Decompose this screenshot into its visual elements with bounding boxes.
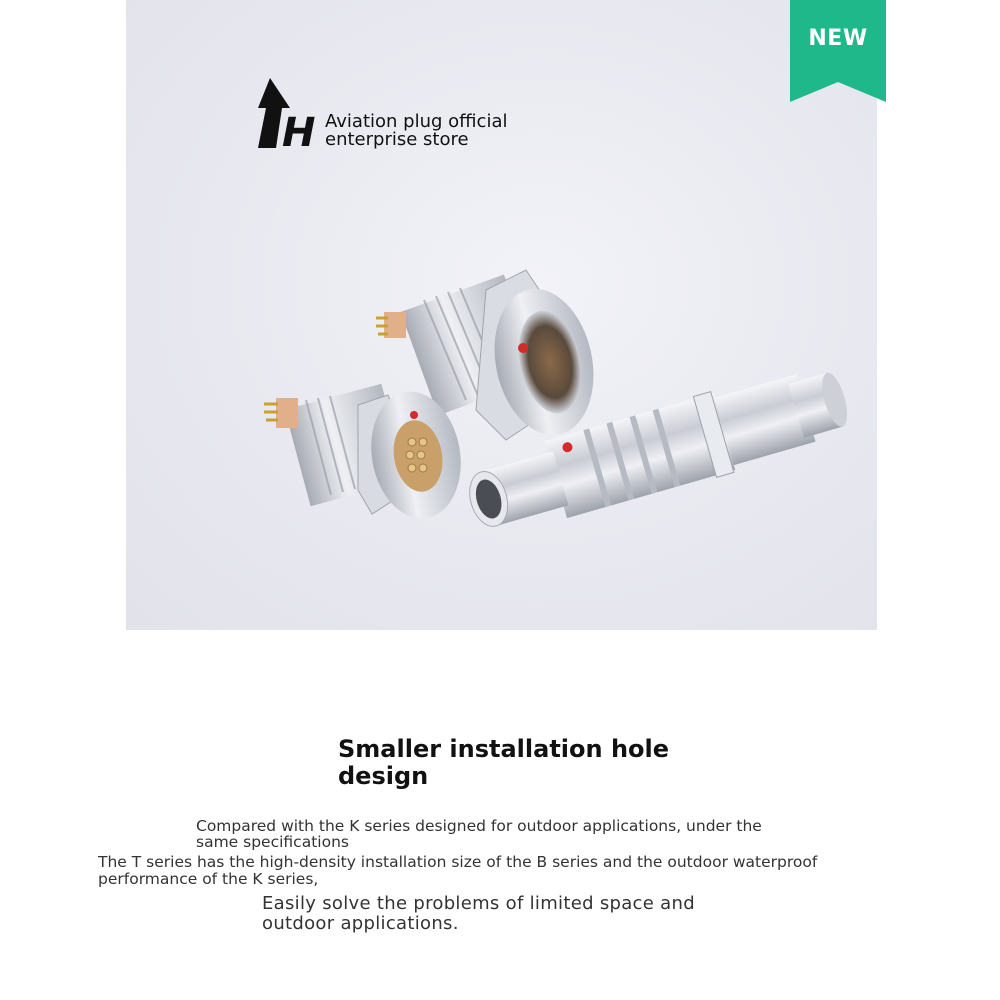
paragraph-3-line-2: outdoor applications. xyxy=(262,913,459,934)
new-badge-label: NEW xyxy=(808,26,868,51)
headline-line-1: Smaller installation hole xyxy=(338,735,670,763)
feature-paragraph-1 xyxy=(196,818,762,850)
new-badge xyxy=(790,0,886,102)
paragraph-3-line-1: Easily solve the problems of limited space and xyxy=(262,893,695,914)
tagline-line-1: Aviation plug official xyxy=(325,111,508,132)
connector-icon xyxy=(126,0,877,630)
headline-line-2: design xyxy=(338,762,429,790)
brand-logo xyxy=(256,78,318,150)
feature-headline xyxy=(338,736,669,790)
paragraph-1-line-1: Compared with the K series designed for outdoor applications, under the xyxy=(196,817,762,835)
brand-tagline xyxy=(325,113,507,149)
feature-paragraph-3 xyxy=(262,894,695,934)
arrow-h-logo-icon xyxy=(256,78,318,150)
feature-paragraph-2 xyxy=(98,854,817,888)
paragraph-1-line-2: same specifications xyxy=(196,833,349,851)
ribbon-icon xyxy=(790,0,886,102)
paragraph-2-line-2: performance of the K series, xyxy=(98,870,319,888)
tagline-line-2: enterprise store xyxy=(325,129,469,150)
logo-letter: H xyxy=(282,110,316,150)
paragraph-2-line-1: The T series has the high-density installation size of the B series and the outdoor waterproof xyxy=(98,853,818,871)
